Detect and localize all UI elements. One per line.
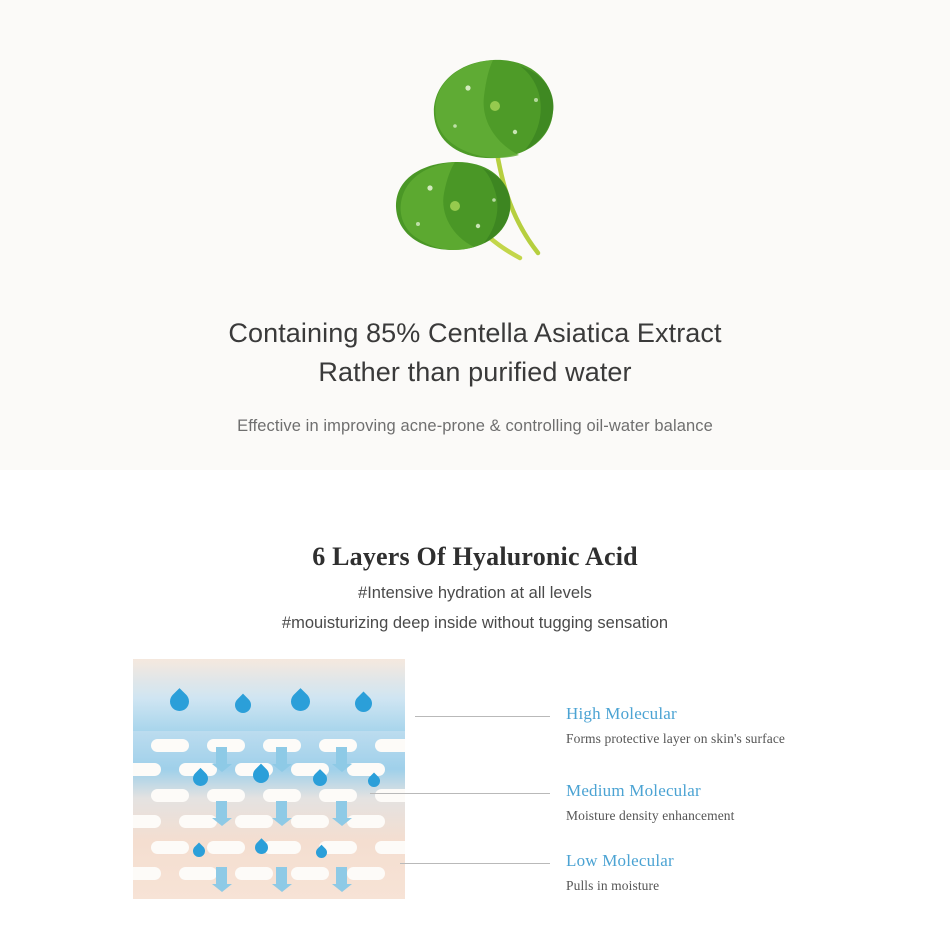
absorption-arrow (336, 867, 347, 885)
callout-description: Forms protective layer on skin's surface (566, 731, 785, 746)
leader-line-high (415, 716, 550, 717)
callout-label: Low Molecular (566, 851, 674, 870)
hyaluronic-tag-2: #mouisturizing deep inside without tugging sensation (281, 614, 669, 632)
skin-cell-bricks (133, 739, 405, 899)
absorption-arrow (216, 747, 227, 765)
centella-section (0, 0, 950, 470)
callout-low-molecular (566, 851, 674, 894)
centella-heading-line-1: Containing 85% Centella Asiatica Extract (228, 318, 722, 349)
centella-heading-line-2: Rather than purified water (318, 357, 632, 388)
leader-line-low (400, 863, 550, 864)
absorption-arrow (276, 801, 287, 819)
callout-medium-molecular (566, 781, 735, 824)
callout-high-molecular (566, 704, 785, 747)
absorption-arrow (336, 747, 347, 765)
absorption-arrow (276, 867, 287, 885)
absorption-arrow (216, 801, 227, 819)
callout-label: Medium Molecular (566, 781, 701, 800)
hyaluronic-tag-list (0, 578, 950, 638)
centella-heading (0, 314, 950, 392)
hyaluronic-tag-1: #Intensive hydration at all levels (358, 584, 592, 602)
callout-description: Moisture density enhancement (566, 808, 735, 823)
absorption-arrow (336, 801, 347, 819)
centella-subtext: Effective in improving acne-prone & controlling oil-water balance (237, 416, 713, 435)
hyaluronic-title: 6 Layers Of Hyaluronic Acid (312, 541, 638, 571)
hyaluronic-section (0, 470, 950, 950)
skin-layer-diagram (133, 659, 405, 899)
callout-description: Pulls in moisture (566, 878, 660, 893)
centella-leaf-illustration (0, 40, 950, 270)
absorption-arrow (216, 867, 227, 885)
absorption-arrow (276, 747, 287, 765)
leader-line-medium (370, 793, 550, 794)
callout-label: High Molecular (566, 704, 677, 723)
